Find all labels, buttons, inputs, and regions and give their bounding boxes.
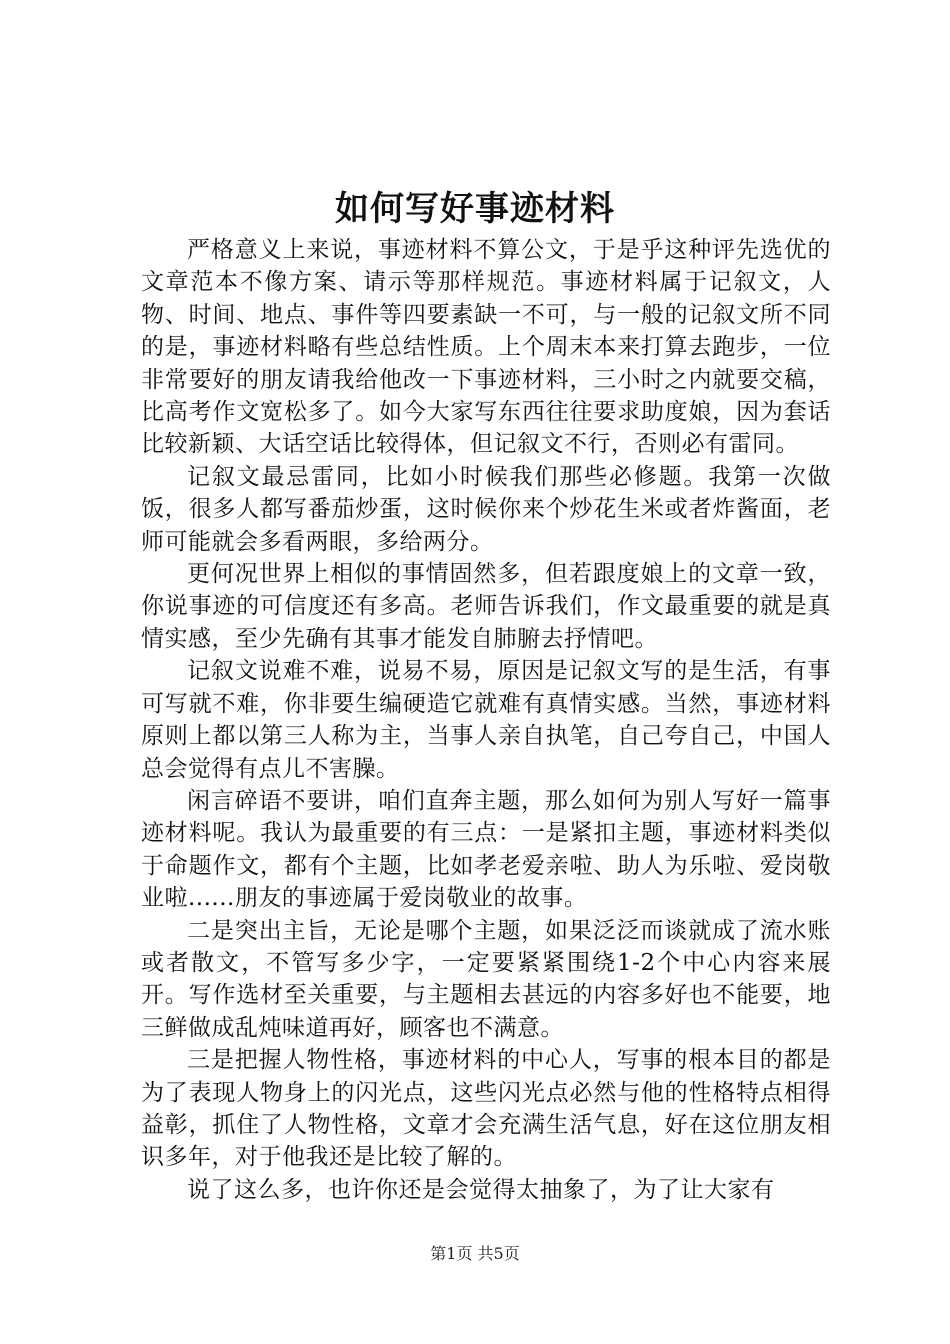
paragraph: 更何况世界上相似的事情固然多，但若跟度娘上的文章一致，你说事迹的可信度还有多高。老师告诉我们，作文最重要的就是真情实感，至少先确有其事才能发自肺腑去抒情吧。 xyxy=(141,561,831,652)
document-body xyxy=(141,234,831,1206)
paragraph: 三是把握人物性格，事迹材料的中心人，写事的根本目的都是为了表现人物身上的闪光点，这些闪光点必然与他的性格特点相得益彰，抓住了人物性格，文章才会充满生活气息，好在这位朋友相识多年，对于他我还是比较了解的。 xyxy=(141,1047,831,1171)
paragraph: 二是突出主旨，无论是哪个主题，如果泛泛而谈就成了流水账或者散文，不管写多少字，一定要紧紧围绕1-2个中心内容来展开。写作选材至关重要，与主题相去甚远的内容多好也不能要，地三鲜做成乱炖味道再好，顾客也不满意。 xyxy=(141,917,831,1041)
paragraph: 闲言碎语不要讲，咱们直奔主题，那么如何为别人写好一篇事迹材料呢。我认为最重要的有三点：一是紧扣主题，事迹材料类似于命题作文，都有个主题，比如孝老爱亲啦、助人为乐啦、爱岗敬业啦......朋友的事迹属于爱岗敬业的故事。 xyxy=(141,787,831,912)
paragraph: 记叙文说难不难，说易不易，原因是记叙文写的是生活，有事可写就不难，你非要生编硬造它就难有真情实感。当然，事迹材料原则上都以第三人称为主，当事人亲自执笔，自己夸自己，中国人总会觉得有点儿不害臊。 xyxy=(141,658,831,782)
paragraph: 记叙文最忌雷同，比如小时候我们那些必修题。我第一次做饭，很多人都写番茄炒蛋，这时候你来个炒花生米或者炸酱面，老师可能就会多看两眼，多给两分。 xyxy=(141,463,831,555)
paragraph: 严格意义上来说，事迹材料不算公文，于是乎这种评先选优的文章范本不像方案、请示等那样规范。事迹材料属于记叙文，人物、时间、地点、事件等四要素缺一不可，与一般的记叙文所不同的是，事迹材料略有些总结性质。上个周末本来打算去跑步，一位非常要好的朋友请我给他改一下事迹材料，三小时之内就要交稿，比高考作文宽松多了。如今大家写东西往往要求助度娘，因为套话比较新颖、大话空话比较得体，但记叙文不行，否则必有雷同。 xyxy=(141,237,831,458)
document-title: 如何写好事迹材料 xyxy=(335,189,615,229)
page-footer: 第1页 共5页 xyxy=(430,1244,520,1263)
paragraph: 说了这么多，也许你还是会觉得太抽象了，为了让大家有 xyxy=(187,1176,775,1203)
